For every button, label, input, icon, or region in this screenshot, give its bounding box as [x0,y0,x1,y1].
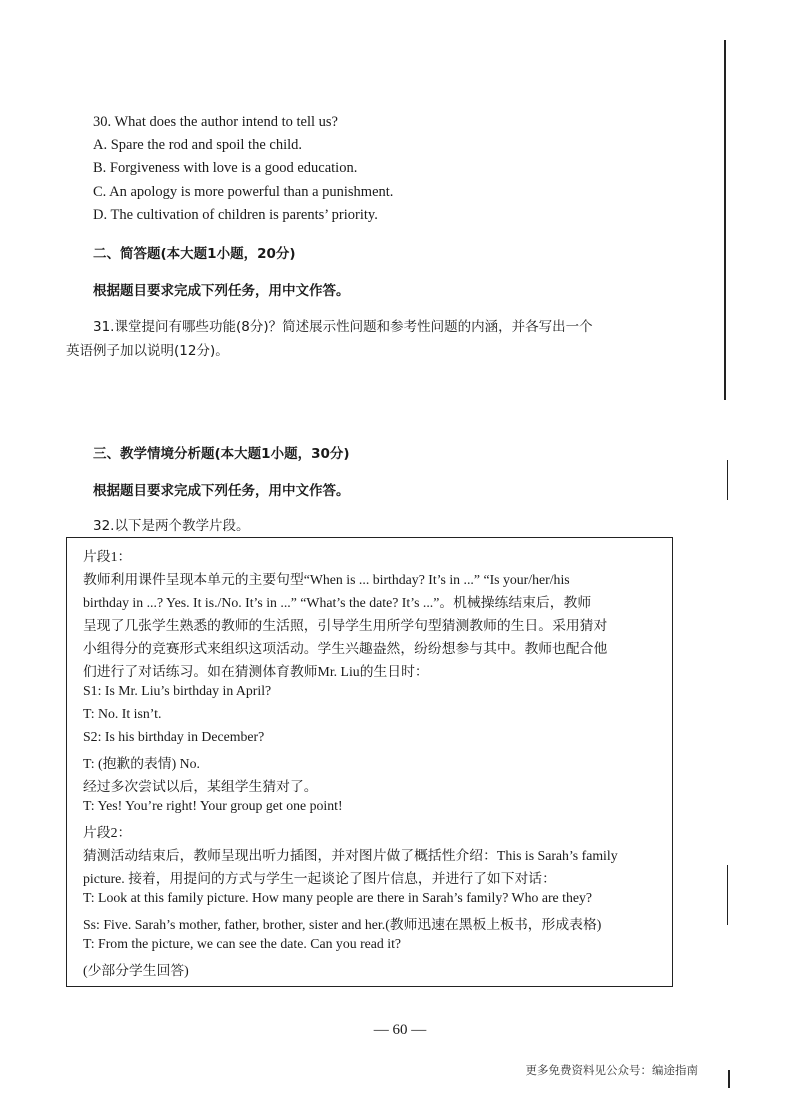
section2-instruction: 根据题目要求完成下列任务，用中文作答。 [93,283,350,299]
q30-option-a: A. Spare the rod and spoil the child. [93,137,302,153]
excerpt-line: T: From the picture, we can see the date. Can you read it? [83,936,402,951]
section3-title: 三、教学情境分析题(本大题1小题，30分) [93,446,350,462]
excerpt-line: Ss: Five. Sarah’s mother, father, brother, sister and her.(教师迅速在黑板上板书，形成表格) [83,917,602,932]
q30-option-c: C. An apology is more powerful than a punishment. [93,184,394,200]
footer-note: 更多免费资料见公众号：编途指南 [525,1063,698,1077]
excerpt-box [66,537,673,987]
excerpt-line: 们进行了对话练习。如在猜测体育教师Mr. Liu的生日时： [83,664,429,679]
excerpt-line: picture. 接着，用提问的方式与学生一起谈论了图片信息，并进行了如下对话： [83,871,556,886]
excerpt-line: 呈现了几张学生熟悉的教师的生活照，引导学生用所学句型猜测教师的生日。采用猜对 [83,618,608,633]
excerpt-line: 猜测活动结束后，教师呈现出听力插图，并对图片做了概括性介绍：This is Sarah’s family [83,848,618,863]
excerpt-line: 经过多次尝试以后，某组学生猜对了。 [83,779,318,794]
q30-option-d: D. The cultivation of children is parents’ priority. [93,207,378,223]
excerpt-line: S2: Is his birthday in December? [83,729,265,744]
excerpt-line: (少部分学生回答) [83,963,189,978]
excerpt-line: 教师利用课件呈现本单元的主要句型“When is ... birthday? It’s in ...” “Is your/her/his [83,572,570,587]
q31-line2: 英语例子加以说明(12分)。 [66,343,229,359]
excerpt-line: T: (抱歉的表情) No. [83,756,200,771]
section3-instruction: 根据题目要求完成下列任务，用中文作答。 [93,483,350,499]
excerpt-line: birthday in ...? Yes. It is./No. It’s in ...” “What’s the date? It’s ...”。机械操练结束后，教师 [83,595,592,610]
excerpt-line: T: Yes! You’re right! Your group get one point! [83,798,343,813]
binding-edge-mark [724,40,726,400]
q32-intro: 32.以下是两个教学片段。 [93,518,250,534]
q30-option-b: B. Forgiveness with love is a good education. [93,160,358,176]
excerpt-line: S1: Is Mr. Liu’s birthday in April? [83,683,272,698]
excerpt-line: T: Look at this family picture. How many people are there in Sarah’s family? Who are they? [83,890,592,905]
binding-edge-mark [727,460,728,500]
page-number: — 60 — [373,1022,427,1038]
excerpt-line: 片段1： [83,549,132,564]
q30-stem: 30. What does the author intend to tell us? [93,114,338,130]
excerpt-line: 小组得分的竞赛形式来组织这项活动。学生兴趣盎然，纷纷想参与其中。教师也配合他 [83,641,608,656]
binding-edge-mark [728,1070,730,1088]
q31-line1: 31.课堂提问有哪些功能(8分)？简述展示性问题和参考性问题的内涵，并各写出一个 [93,319,593,335]
section2-title: 二、简答题(本大题1小题，20分) [93,246,296,262]
binding-edge-mark [727,865,728,925]
excerpt-line: 片段2： [83,825,132,840]
excerpt-line: T: No. It isn’t. [83,706,162,721]
